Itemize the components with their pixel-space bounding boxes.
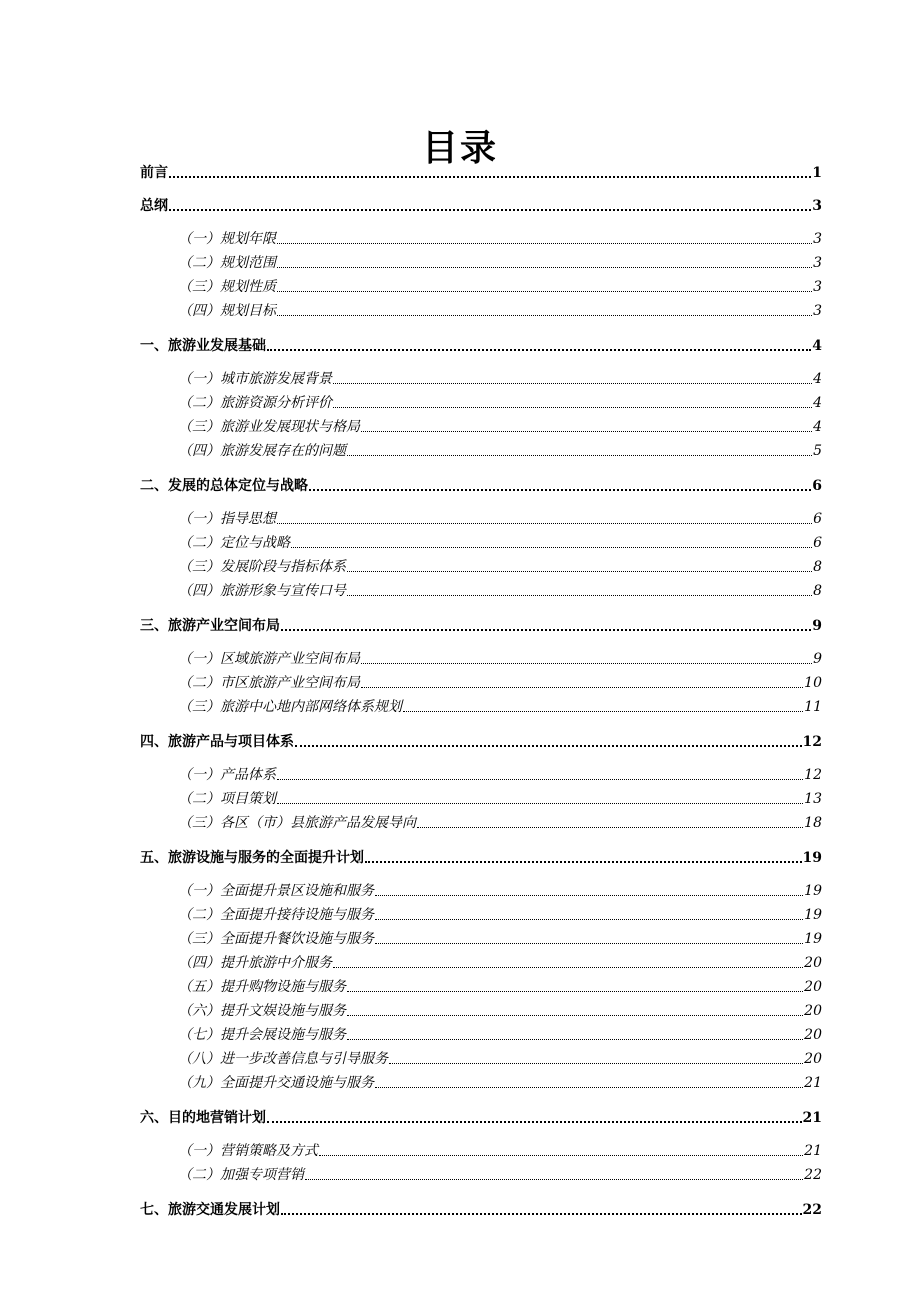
toc-entry-page-number: 18	[804, 815, 822, 831]
toc-entry-page-number: 21	[802, 1110, 822, 1126]
dot-leader	[295, 745, 802, 747]
toc-entry-label: 一、旅游业发展基础	[140, 338, 266, 354]
toc-section-entry[interactable]	[178, 881, 822, 901]
toc-entry-page-number: 4	[813, 395, 822, 411]
toc-entry-page-number: 21	[804, 1143, 822, 1159]
toc-entry-label: （六）提升文娱设施与服务	[178, 1003, 346, 1019]
toc-entry-label: （一）区域旅游产业空间布局	[178, 651, 360, 667]
dot-leader	[291, 547, 812, 548]
dot-leader	[277, 315, 812, 316]
dot-leader	[403, 711, 803, 712]
dot-leader	[267, 349, 811, 351]
dot-leader	[375, 1087, 803, 1088]
dot-leader	[333, 967, 803, 968]
toc-section-entry[interactable]	[178, 393, 822, 413]
toc-entry-page-number: 19	[804, 907, 822, 923]
toc-entry-label: （七）提升会展设施与服务	[178, 1027, 346, 1043]
toc-entry-page-number: 6	[812, 478, 822, 494]
toc-chapter-entry[interactable]	[140, 616, 822, 636]
toc-entry-page-number: 22	[802, 1202, 822, 1218]
toc-entry-label: （五）提升购物设施与服务	[178, 979, 346, 995]
dot-leader	[347, 1039, 803, 1040]
toc-entry-label: 二、发展的总体定位与战略	[140, 478, 308, 494]
dot-leader	[375, 919, 803, 920]
toc-section-entry[interactable]	[178, 649, 822, 669]
toc-entry-label: （一）营销策略及方式	[178, 1143, 318, 1159]
toc-section-entry[interactable]	[178, 1049, 822, 1069]
toc-section-entry[interactable]	[178, 813, 822, 833]
dot-leader	[169, 176, 811, 178]
toc-entry-label: 前言	[140, 165, 168, 181]
toc-chapter-entry[interactable]	[140, 196, 822, 216]
toc-entry-page-number: 6	[813, 535, 822, 551]
dot-leader	[277, 267, 812, 268]
toc-entry-label: （三）旅游业发展现状与格局	[178, 419, 360, 435]
toc-entry-label: （二）定位与战略	[178, 535, 290, 551]
toc-section-entry[interactable]	[178, 765, 822, 785]
toc-entry-label: （三）各区（市）县旅游产品发展导向	[178, 815, 416, 831]
toc-section-entry[interactable]	[178, 1141, 822, 1161]
dot-leader	[361, 431, 812, 432]
toc-section-entry[interactable]	[178, 417, 822, 437]
dot-leader	[347, 571, 812, 572]
dot-leader	[309, 489, 811, 491]
dot-leader	[361, 663, 812, 664]
toc-section-entry[interactable]	[178, 1073, 822, 1093]
toc-entry-label: （一）城市旅游发展背景	[178, 371, 332, 387]
dot-leader	[305, 1179, 803, 1180]
toc-entry-page-number: 3	[813, 279, 822, 295]
dot-leader	[169, 209, 811, 211]
dot-leader	[417, 827, 803, 828]
toc-section-entry[interactable]	[178, 557, 822, 577]
toc-chapter-entry[interactable]	[140, 1108, 822, 1128]
toc-section-entry[interactable]	[178, 1001, 822, 1021]
toc-entry-label: （一）指导思想	[178, 511, 276, 527]
toc-section-entry[interactable]	[178, 301, 822, 321]
toc-entry-page-number: 22	[804, 1167, 822, 1183]
toc-entry-page-number: 3	[813, 231, 822, 247]
toc-section-entry[interactable]	[178, 673, 822, 693]
toc-entry-label: （九）全面提升交通设施与服务	[178, 1075, 374, 1091]
toc-entry-page-number: 20	[804, 1027, 822, 1043]
toc-chapter-entry[interactable]	[140, 1200, 822, 1220]
dot-leader	[277, 523, 812, 524]
page-title: 目录	[421, 127, 498, 170]
dot-leader	[267, 1121, 802, 1123]
toc-entry-label: （四）旅游形象与宣传口号	[178, 583, 346, 599]
toc-entry-page-number: 10	[804, 675, 822, 691]
dot-leader	[347, 595, 812, 596]
toc-entry-label: （三）规划性质	[178, 279, 276, 295]
dot-leader	[389, 1063, 803, 1064]
toc-entry-page-number: 8	[813, 583, 822, 599]
dot-leader	[347, 991, 803, 992]
toc-entry-label: （二）全面提升接待设施与服务	[178, 907, 374, 923]
toc-entry-page-number: 20	[804, 955, 822, 971]
toc-entry-page-number: 6	[813, 511, 822, 527]
toc-entry-label: （二）市区旅游产业空间布局	[178, 675, 360, 691]
toc-entry-page-number: 3	[813, 255, 822, 271]
toc-entry-page-number: 20	[804, 979, 822, 995]
toc-entry-label: （二）规划范围	[178, 255, 276, 271]
toc-entry-page-number: 12	[802, 734, 822, 750]
toc-entry-label: （一）产品体系	[178, 767, 276, 783]
toc-entry-label: （四）旅游发展存在的问题	[178, 443, 346, 459]
dot-leader	[347, 1015, 803, 1016]
toc-section-entry[interactable]	[178, 905, 822, 925]
toc-entry-label: （二）项目策划	[178, 791, 276, 807]
toc-entry-page-number: 3	[813, 303, 822, 319]
toc-section-entry[interactable]	[178, 509, 822, 529]
toc-entry-page-number: 5	[813, 443, 822, 459]
toc-section-entry[interactable]	[178, 277, 822, 297]
dot-leader	[375, 943, 803, 944]
toc-entry-page-number: 9	[812, 618, 822, 634]
toc-entry-label: 六、目的地营销计划	[140, 1110, 266, 1126]
toc-entry-page-number: 20	[804, 1051, 822, 1067]
dot-leader	[333, 383, 812, 384]
toc-entry-label: （三）旅游中心地内部网络体系规划	[178, 699, 402, 715]
toc-entry-page-number: 19	[804, 931, 822, 947]
toc-entry-page-number: 4	[812, 338, 822, 354]
toc-entry-page-number: 4	[813, 419, 822, 435]
toc-section-entry[interactable]	[178, 581, 822, 601]
toc-entry-page-number: 4	[813, 371, 822, 387]
dot-leader	[319, 1155, 803, 1156]
toc-entry-page-number: 13	[804, 791, 822, 807]
toc-entry-page-number: 1	[812, 165, 822, 181]
toc-entry-label: （四）规划目标	[178, 303, 276, 319]
toc-entry-label: 四、旅游产品与项目体系	[140, 734, 294, 750]
toc-entry-label: 七、旅游交通发展计划	[140, 1202, 280, 1218]
dot-leader	[277, 779, 803, 780]
toc-chapter-entry[interactable]	[140, 848, 822, 868]
dot-leader	[361, 687, 803, 688]
toc-entry-label: （四）提升旅游中介服务	[178, 955, 332, 971]
dot-leader	[277, 243, 812, 244]
toc-entry-page-number: 9	[813, 651, 822, 667]
dot-leader	[365, 861, 802, 863]
toc-entry-page-number: 20	[804, 1003, 822, 1019]
toc-section-entry[interactable]	[178, 1025, 822, 1045]
dot-leader	[281, 1213, 802, 1215]
toc-entry-label: 三、旅游产业空间布局	[140, 618, 280, 634]
toc-section-entry[interactable]	[178, 929, 822, 949]
toc-entry-label: （二）旅游资源分析评价	[178, 395, 332, 411]
toc-entry-label: （三）全面提升餐饮设施与服务	[178, 931, 374, 947]
toc-section-entry[interactable]	[178, 1165, 822, 1185]
toc-entry-page-number: 8	[813, 559, 822, 575]
toc-section-entry[interactable]	[178, 369, 822, 389]
toc-entry-label: （一）规划年限	[178, 231, 276, 247]
toc-section-entry[interactable]	[178, 441, 822, 461]
toc-entry-page-number: 3	[812, 198, 822, 214]
toc-entry-label: （三）发展阶段与指标体系	[178, 559, 346, 575]
toc-chapter-entry[interactable]	[140, 336, 822, 356]
toc-section-entry[interactable]	[178, 253, 822, 273]
toc-section-entry[interactable]	[178, 697, 822, 717]
toc-chapter-entry[interactable]	[140, 163, 822, 183]
dot-leader	[277, 291, 812, 292]
dot-leader	[347, 455, 812, 456]
toc-entry-page-number: 19	[802, 850, 822, 866]
dot-leader	[281, 629, 811, 631]
dot-leader	[277, 803, 803, 804]
toc-entry-page-number: 21	[804, 1075, 822, 1091]
toc-entry-label: （一）全面提升景区设施和服务	[178, 883, 374, 899]
toc-entry-page-number: 11	[804, 699, 822, 715]
toc-section-entry[interactable]	[178, 533, 822, 553]
dot-leader	[333, 407, 812, 408]
toc-entry-label: 总纲	[140, 198, 168, 214]
toc-section-entry[interactable]	[178, 789, 822, 809]
toc-chapter-entry[interactable]	[140, 476, 822, 496]
toc-entry-page-number: 12	[804, 767, 822, 783]
toc-section-entry[interactable]	[178, 229, 822, 249]
dot-leader	[375, 895, 803, 896]
toc-entry-label: 五、旅游设施与服务的全面提升计划	[140, 850, 364, 866]
toc-chapter-entry[interactable]	[140, 732, 822, 752]
toc-section-entry[interactable]	[178, 953, 822, 973]
toc-entry-page-number: 19	[804, 883, 822, 899]
toc-entry-label: （八）进一步改善信息与引导服务	[178, 1051, 388, 1067]
toc-section-entry[interactable]	[178, 977, 822, 997]
toc-entry-label: （二）加强专项营销	[178, 1167, 304, 1183]
